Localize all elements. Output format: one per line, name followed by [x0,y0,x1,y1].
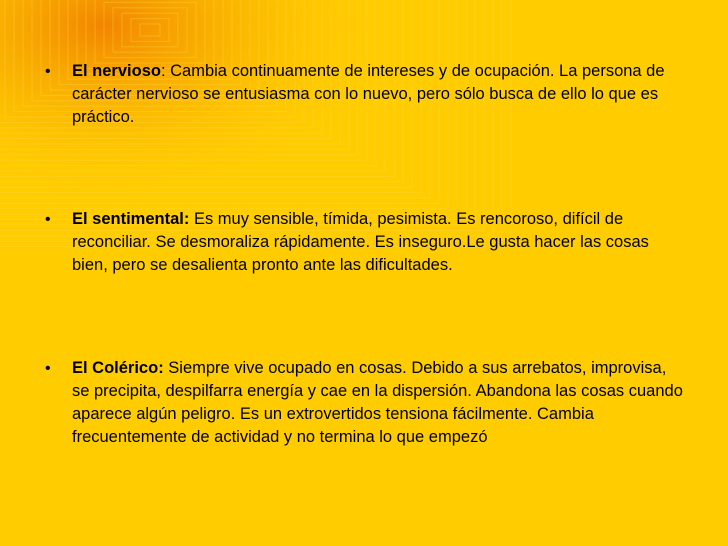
description: Cambia continuamente de intereses y de ocupación. La persona de carácter nervioso se entusiasma con lo nuevo, pero sólo busca de ello lo que es práctico. [72,62,665,126]
bullet: • [45,211,51,228]
term-label: El nervioso [72,62,161,80]
term-label: El sentimental: [72,210,190,228]
item-text [72,60,685,129]
item-text [72,208,685,277]
term-colon: : [160,62,166,80]
bullet: • [45,360,51,377]
term-label: El Colérico: [72,359,164,377]
list-item-sentimental [45,208,685,277]
bullet: • [45,63,51,80]
description: Es muy sensible, tímida, pesimista. Es rencoroso, difícil de reconciliar. Se desmoraliza rápidamente. Es inseguro.Le gusta hacer las cosas bien, pero se desalienta pronto ante las dificultades. [72,210,649,274]
description: Siempre vive ocupado en cosas. Debido a sus arrebatos, improvisa, se precipita, despilfarra energía y cae en la dispersión. Abandona las cosas cuando aparece algún peligro. Es un extrovertidos tensiona fácilmente. Cambia frecuentemente de actividad y no termina lo que empezó [72,359,683,446]
item-text [72,357,685,449]
list-item-nervioso [45,60,685,129]
list-item-colerico [45,357,685,449]
